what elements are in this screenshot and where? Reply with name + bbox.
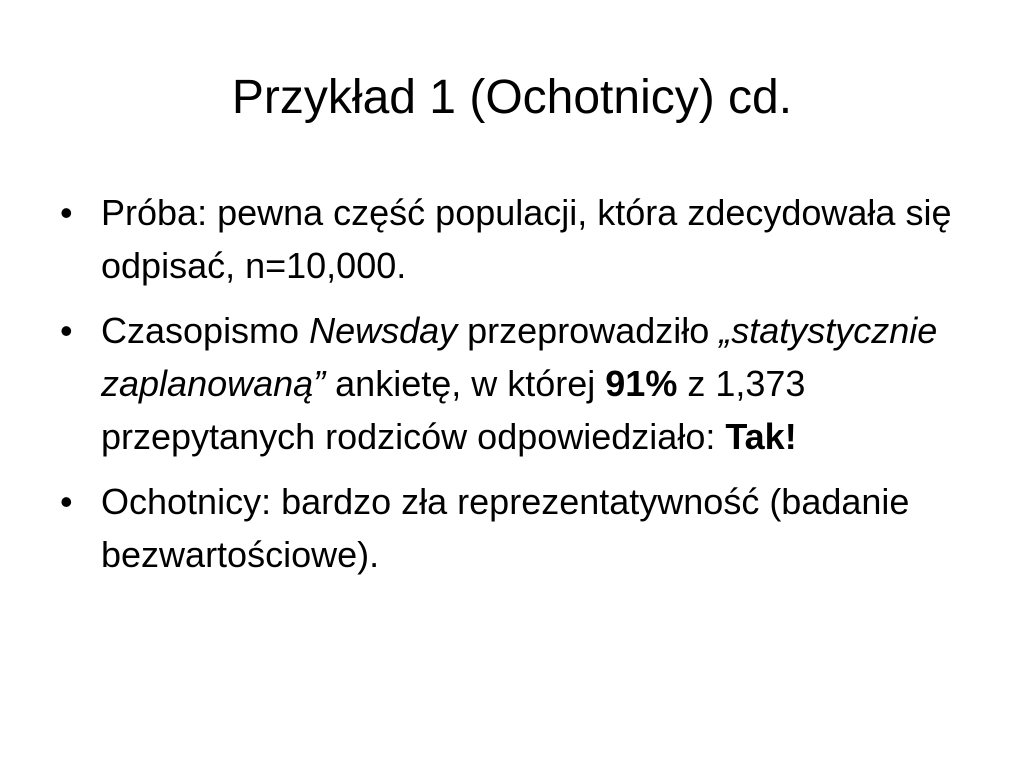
bullet-icon: • [60, 481, 73, 522]
slide-title: Przykład 1 (Ochotnicy) cd. [231, 71, 793, 124]
bullet-text-volunteers: Ochotnicy: bardzo zła reprezentatywność (badanie bezwartościowe). [101, 481, 910, 575]
newsday-name: Newsday [309, 310, 458, 351]
bullet-text-newsday-part7: z 1,373 przepytanych rodziców odpowiedziało: [101, 363, 806, 457]
bullet-item-volunteers [60, 475, 970, 581]
answer-yes: Tak! [725, 416, 797, 457]
bullet-text-newsday-part5: ankietę, w której [325, 363, 606, 404]
bullet-icon: • [60, 192, 73, 233]
survey-quote: „statystycznie zaplanowaną” [101, 310, 938, 404]
bullet-icon: • [60, 310, 73, 351]
bullet-list [60, 186, 970, 593]
bullet-item-newsday [60, 304, 970, 463]
bullet-item-sample [60, 186, 970, 292]
bullet-text-sample: Próba: pewna część populacji, która zdecydowała się odpisać, n=10,000. [101, 192, 952, 286]
percent-value: 91% [605, 363, 678, 404]
bullet-text-newsday-part3: przeprowadziło [457, 310, 720, 351]
bullet-text-newsday-part1: Czasopismo [101, 310, 310, 351]
